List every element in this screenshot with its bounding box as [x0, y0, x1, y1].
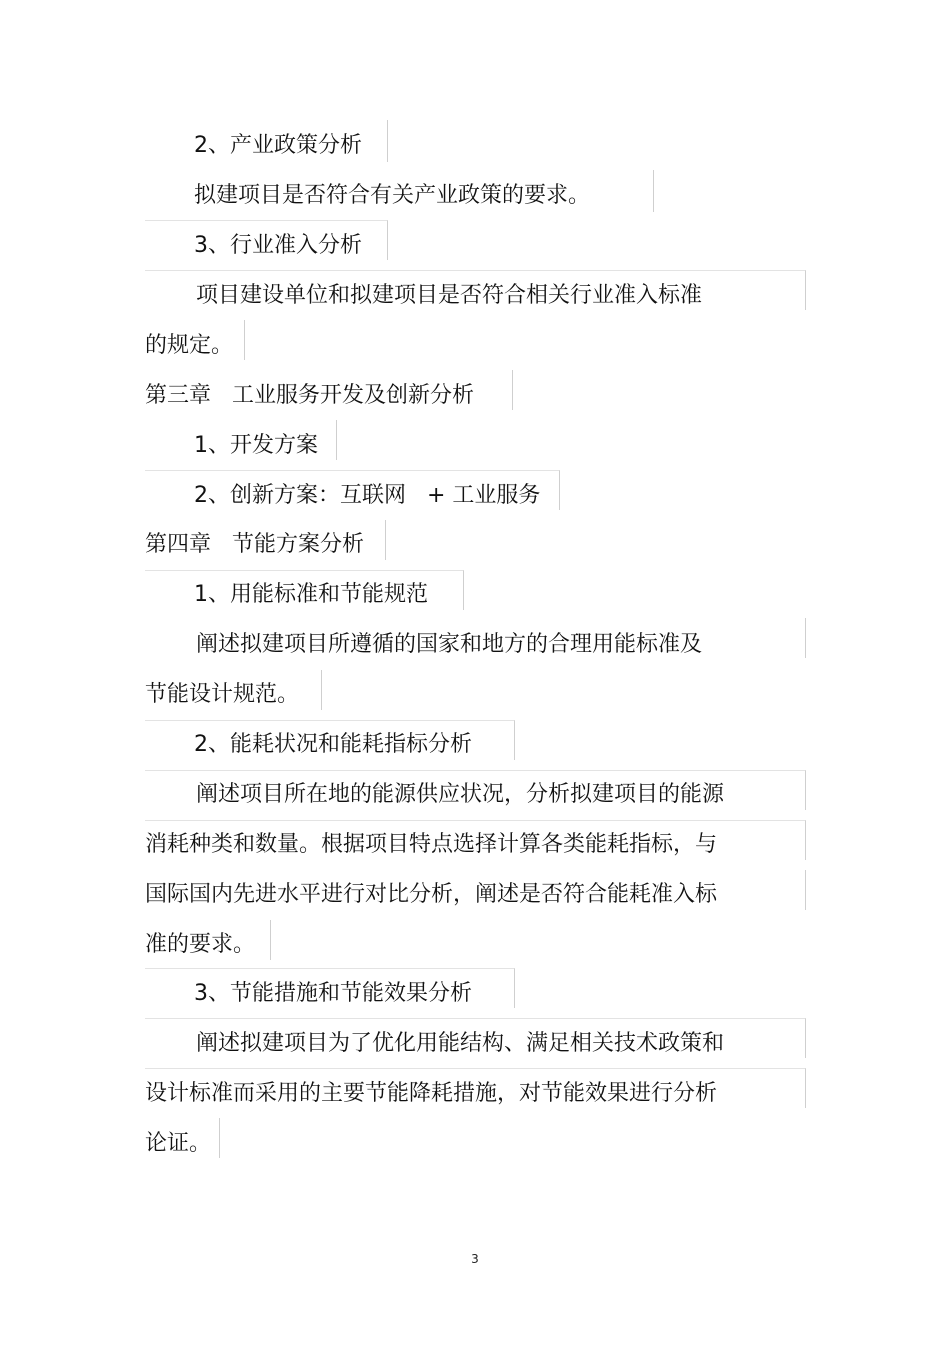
paragraph-line — [145, 326, 233, 366]
line-text: 3、行业准入分析 — [194, 233, 362, 258]
section-heading — [194, 476, 540, 516]
line-text: 2、能耗状况和能耗指标分析 — [194, 732, 472, 757]
section-heading — [194, 575, 428, 615]
paragraph-line — [145, 1124, 211, 1164]
page-number: 3 — [471, 1252, 479, 1266]
line-text: 设计标准而采用的主要节能降耗措施，对节能效果进行分析 — [145, 1081, 718, 1106]
section-heading — [194, 974, 472, 1014]
line-text: 2、产业政策分析 — [194, 133, 362, 158]
line-text: 第三章 工业服务开发及创新分析 — [145, 383, 474, 408]
line-text: 的规定。 — [145, 333, 234, 358]
section-heading — [194, 426, 318, 466]
section-heading — [194, 126, 362, 166]
section-heading — [194, 226, 362, 266]
paragraph-line — [196, 625, 702, 665]
chapter-heading — [145, 376, 474, 416]
line-text: 项目建设单位和拟建项目是否符合相关行业准入标准 — [196, 283, 703, 308]
line-text: 节能设计规范。 — [145, 682, 300, 707]
paragraph-line — [145, 875, 717, 915]
paragraph-line — [145, 1074, 717, 1114]
line-text: 1、用能标准和节能规范 — [194, 582, 428, 607]
paragraph-line — [196, 1024, 724, 1064]
paragraph-line — [145, 675, 299, 715]
line-text: 国际国内先进水平进行对比分析，阐述是否符合能耗准入标 — [145, 882, 718, 907]
paragraph-line — [145, 825, 717, 865]
paragraph-line — [196, 775, 724, 815]
line-text: 阐述项目所在地的能源供应状况，分析拟建项目的能源 — [196, 782, 725, 807]
line-text: 拟建项目是否符合有关产业政策的要求。 — [194, 183, 591, 208]
section-heading — [194, 725, 472, 765]
paragraph-line — [194, 176, 590, 216]
line-text: 2、创新方案：互联网 + 工业服务 — [194, 483, 541, 508]
paragraph-line — [196, 276, 702, 316]
line-text: 消耗种类和数量。根据项目特点选择计算各类能耗指标，与 — [145, 832, 718, 857]
paragraph-line — [145, 925, 255, 965]
line-text: 阐述拟建项目所遵循的国家和地方的合理用能标准及 — [196, 632, 703, 657]
line-text: 准的要求。 — [145, 932, 256, 957]
line-text: 阐述拟建项目为了优化用能结构、满足相关技术政策和 — [196, 1031, 725, 1056]
line-text: 第四章 节能方案分析 — [145, 532, 364, 557]
line-text: 1、开发方案 — [194, 433, 318, 458]
line-text: 论证。 — [145, 1131, 212, 1156]
line-text: 3、节能措施和节能效果分析 — [194, 981, 472, 1006]
chapter-heading — [145, 525, 364, 565]
